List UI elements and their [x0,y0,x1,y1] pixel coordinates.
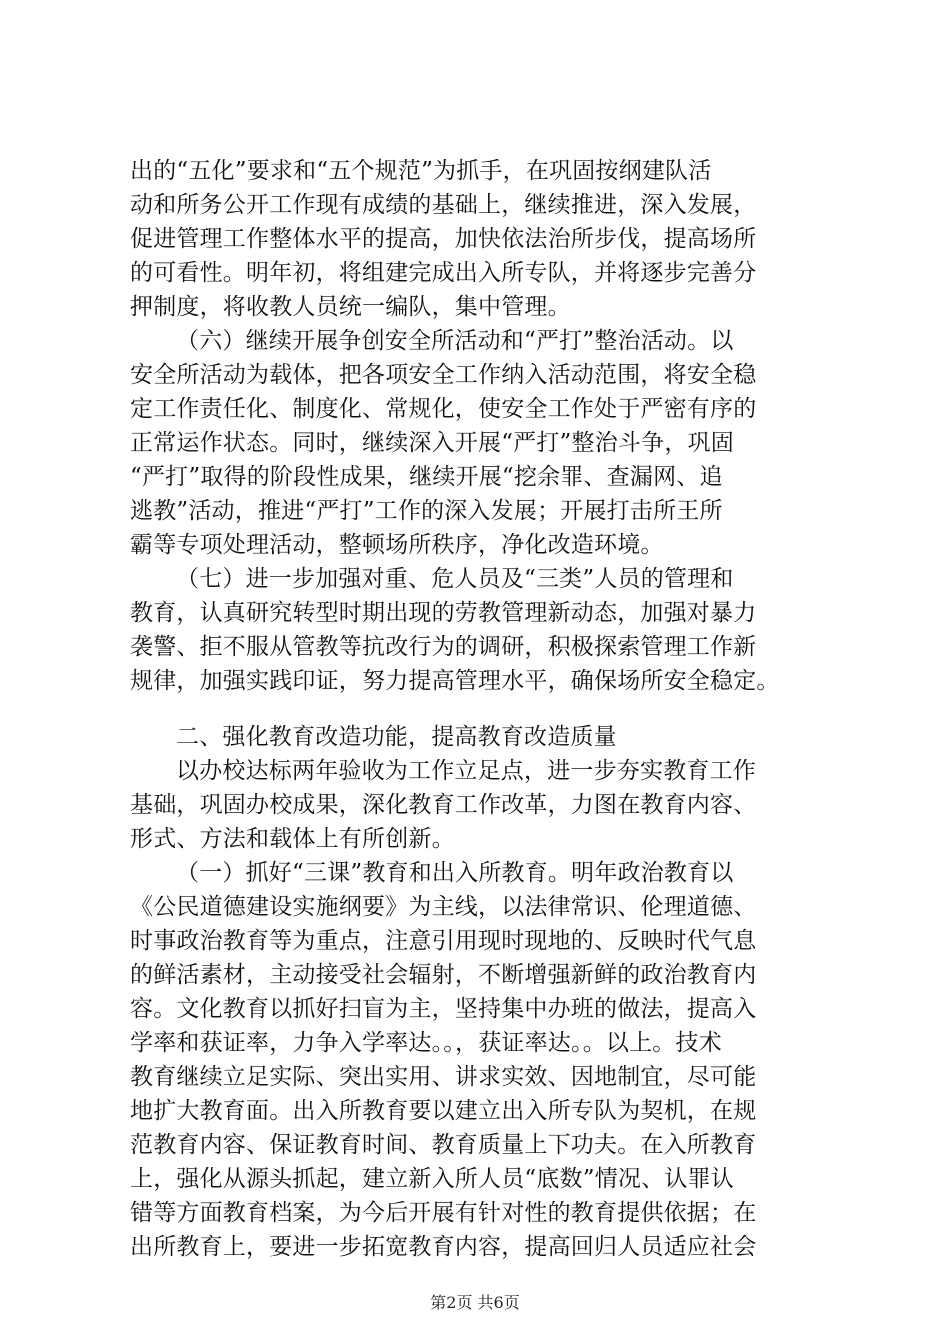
text-line: 基础，巩固办校成果，深化教育工作改革，力图在教育内容、 [130,792,757,818]
text-line: 形式、方法和载体上有所创新。 [130,826,455,852]
text-line: 出的“五化”要求和“五个规范”为抓手，在巩固按纲建队活 [130,158,712,184]
text-line: 动和所务公开工作现有成绩的基础上，继续推进，深入发展， [130,192,757,218]
text-line: 逃教”活动，推进“严打”工作的深入发展；开展打击所王所 [130,498,723,524]
text-line: 袭警、拒不服从管教等抗改行为的调研，积极探索管理工作新 [130,634,757,660]
text-line: 范教育内容、保证教育时间、教育质量上下功夫。在入所教育 [130,1132,757,1158]
text-line: 霸等专项处理活动，整顿场所秩序，净化改造环境。 [130,532,664,558]
text-line: 学率和获证率，力争入学率达。。，获证率达。。以上。技术 [130,1030,722,1056]
text-line: 容。文化教育以抓好扫盲为主，坚持集中办班的做法，提高入 [130,996,757,1022]
text-line: 的鲜活素材，主动接受社会辐射，不断增强新鲜的政治教育内 [130,962,757,988]
page-number: 第2页 共6页 [430,1293,520,1312]
text-line: 教育继续立足实际、突出实用、讲求实效、因地制宜，尽可能 [130,1064,757,1090]
text-line: 以办校达标两年验收为工作立足点，进一步夯实教育工作 [176,758,756,784]
text-line: 规律，加强实践印证，努力提高管理水平，确保场所安全稳定。 [130,668,780,694]
text-line: 安全所活动为载体，把各项安全工作纳入活动范围，将安全稳 [130,362,757,388]
text-line: 《公民道德建设实施纲要》为主线，以法律常识、伦理道德、 [130,894,757,920]
text-line: 上，强化从源头抓起，建立新入所人员“底数”情况、认罪认 [130,1166,734,1192]
text-line: “严打”取得的阶段性成果，继续开展“挖余罪、查漏网、追 [130,464,723,490]
text-line: 正常运作状态。同时，继续深入开展“严打”整治斗争，巩固 [130,430,734,456]
text-line: 地扩大教育面。出入所教育要以建立出入所专队为契机，在规 [130,1098,757,1124]
text-line: （七）进一步加强对重、危人员及“三类”人员的管理和 [176,566,734,592]
text-line: 促进管理工作整体水平的提高，加快依法治所步伐，提高场所 [130,226,757,252]
text-line: 定工作责任化、制度化、常规化，使安全工作处于严密有序的 [130,396,757,422]
text-line: （一）抓好“三课”教育和出入所教育。明年政治教育以 [176,860,734,886]
text-line: 的可看性。明年初，将组建完成出入所专队，并将逐步完善分 [130,260,757,286]
section-heading: 二、强化教育改造功能，提高教育改造质量 [176,724,617,750]
text-line: 时事政治教育等为重点，注意引用现时现地的、反映时代气息 [130,928,757,954]
text-line: 错等方面教育档案，为今后开展有针对性的教育提供依据；在 [130,1200,757,1226]
text-line: 押制度，将收教人员统一编队，集中管理。 [130,294,571,320]
text-line: （六）继续开展争创安全所活动和“严打”整治活动。以 [176,328,734,354]
text-line: 出所教育上，要进一步拓宽教育内容，提高回归人员适应社会 [130,1234,757,1260]
text-line: 教育，认真研究转型时期出现的劳教管理新动态，加强对暴力 [130,600,757,626]
